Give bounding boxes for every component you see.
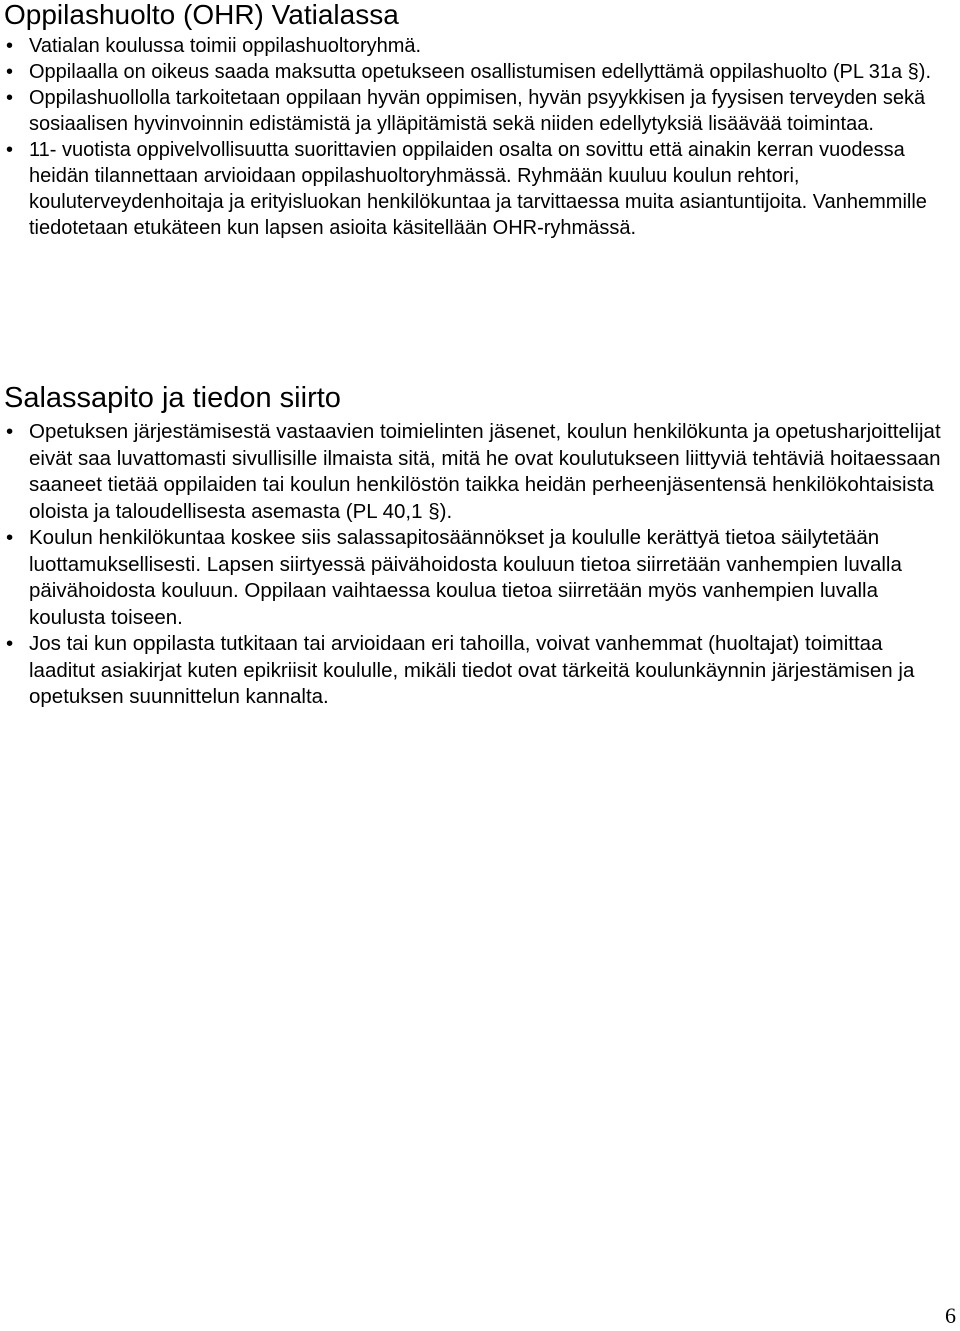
bullet-icon: • [6, 139, 14, 161]
bullet-icon: • [6, 632, 14, 655]
bullet-icon: • [6, 61, 14, 83]
bullet-list [4, 33, 952, 241]
bullet-icon: • [6, 420, 14, 443]
section-oppilashuolto [4, 0, 952, 241]
list-item [4, 137, 952, 241]
list-item-text: Oppilashuollolla tarkoitetaan oppilaan hyvän oppimisen, hyvän psyykkisen ja fyysisen terveyden sekä sosiaalisen hyvinvoinnin edistämistä ja ylläpitämistä sekä niiden edellytyksiä lisäävää toimintaa. [29, 87, 926, 135]
bullet-icon: • [6, 87, 14, 109]
list-item-text: Jos tai kun oppilasta tutkitaan tai arvioidaan eri tahoilla, voivat vanhemmat (huoltajat) toimittaa laaditut asiakirjat kuten epikriisit koululle, mikäli tiedot ovat tärkeitä koulunkäynnin järjestämisen ja opetuksen suunnittelun kannalta. [29, 632, 915, 708]
bullet-list [4, 419, 952, 711]
section-salassapito [4, 381, 952, 711]
list-item [4, 525, 952, 631]
section-heading: Salassapito ja tiedon siirto [4, 382, 341, 414]
list-item [4, 85, 952, 137]
list-item-text: Opetuksen järjestämisestä vastaavien toimielinten jäsenet, koulun henkilökunta ja opetusharjoittelijat eivät saa luvattomasti sivullisille ilmaista sitä, mitä he ovat koulutukseen liittyviä tehtäviä hoitaessaan saaneet tietää oppilaiden tai koulun henkilöstön taikka heidän perheenjäsentensä henkilökohtaisista oloista ja taloudellisesta asemasta (PL 40,1 §). [29, 420, 941, 523]
list-item [4, 59, 952, 85]
bullet-icon: • [6, 35, 14, 57]
bullet-icon: • [6, 526, 14, 549]
section-heading: Oppilashuolto (OHR) Vatialassa [4, 0, 399, 30]
list-item-text: Vatialan koulussa toimii oppilashuoltoryhmä. [29, 35, 422, 57]
list-item-text: 11- vuotista oppivelvollisuutta suorittavien oppilaiden osalta on sovittu että ainakin kerran vuodessa heidän tilannettaan arvioidaan oppilashuoltoryhmässä. Ryhmään kuuluu koulun rehtori, kouluterveydenhoitaja ja erityisluokan henkilökuntaa ja tarvittaessa muita asiantuntijoita. Vanhemmille tiedotetaan etukäteen kun lapsen asioita käsitellään OHR-ryhmässä. [29, 139, 927, 239]
list-item-text: Koulun henkilökuntaa koskee siis salassapitosäännökset ja koululle kerättyä tietoa säilytetään luottamuksellisesti. Lapsen siirtyessä päivähoidosta kouluun tietoa siirretään vanhempien luvalla päivähoidosta kouluun. Oppilaan vaihtaessa koulua tietoa siirretään myös vanhempien luvalla koulusta toiseen. [29, 526, 902, 629]
list-item [4, 419, 952, 525]
list-item-text: Oppilaalla on oikeus saada maksutta opetukseen osallistumisen edellyttämä oppilashuolto (PL 31a §). [29, 61, 932, 83]
list-item [4, 631, 952, 711]
list-item [4, 33, 952, 59]
page-number: 6 [945, 1303, 956, 1328]
